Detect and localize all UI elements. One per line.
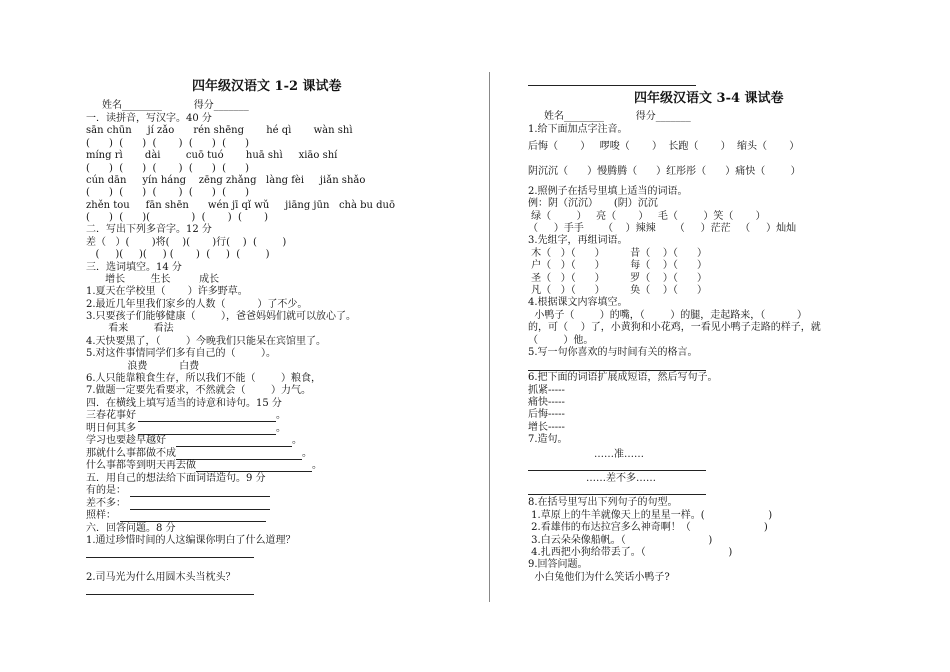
poem-line-2: 明日何其多	[86, 423, 136, 434]
pinyin-row-4: zhěn tou fān shēn wén jī qǐ wǔ jiāng jūn chà bu duō	[86, 200, 396, 211]
example-line: 例：阴（沉沉） (阴）沉沉	[528, 198, 658, 209]
sentence-word-3: 照样：	[86, 510, 116, 521]
section-1-heading: 一．读拼音，写汉字。40 分	[86, 113, 212, 124]
section-4-heading: 4.根据课文内容填空。	[528, 297, 628, 308]
section-3-heading: 三．选词填空。14 分	[86, 262, 182, 273]
poem-line-5: 什么事都等到明天再去做	[86, 460, 196, 471]
word-choices-3: 浪费 白费	[86, 361, 200, 372]
poem-end-2: 。	[276, 423, 286, 434]
paper-title: 四年级汉语文 1-2 课试卷	[192, 79, 342, 94]
top-rule	[528, 85, 696, 86]
make-sentence-2: ……差不多……	[586, 473, 656, 484]
section-5-heading: 五．用自己的想法给下面词语造句。9 分	[86, 473, 266, 484]
sentence-word-1: 有的是：	[86, 485, 126, 496]
make-sentence-1: ……准……	[594, 449, 644, 460]
name-score-line: 姓名________ 得分_______	[544, 111, 691, 122]
fill-question-6: 6.人只能靠粮食生存，所以我们不能（ ）粮食，	[86, 373, 321, 384]
passage-fill-1: 小鸭子（ ）的嘴，（ ）的腿，走起路来，（ ）	[528, 310, 808, 321]
fill-question-3: 3.只要孩子们能够健康（ ），爸爸妈妈们就可以放心了。	[86, 311, 356, 322]
fill-question-2: 2.最近几年里我们家乡的人数（ ）了不少。	[86, 299, 308, 310]
answer-blank-1	[86, 557, 254, 558]
poem-end-5: 。	[312, 460, 322, 471]
motto-blank	[528, 370, 706, 371]
answer-question-2: 2.司马光为什么用圆木头当枕头？	[86, 572, 236, 583]
blank-row-1: ( ) ( ) ( ) ( ) ( )	[86, 138, 249, 149]
sentence-blank-3	[120, 521, 266, 522]
section-1-heading: 1.给下面加点字注音。	[528, 124, 628, 135]
char-row-2: 户（ ）（ ） 每（ ）（ ）	[528, 260, 708, 271]
section-7-heading: 7.造句。	[528, 434, 568, 445]
section-2-heading: 2.照例子在括号里填上适当的词语。	[528, 186, 688, 197]
polyphone-row-1: 差（ ）( )将( )( )行( ) ( )	[86, 237, 287, 248]
passage-fill-3: （ ）他。	[528, 335, 594, 346]
fill-question-5: 5.对这件事情同学们多有自己的（ ）。	[86, 348, 276, 359]
section-9-heading: 9.回答问题。	[528, 559, 588, 570]
sentence-blank-2	[130, 509, 270, 510]
char-row-3: 圣（ ）（ ） 罗（ ）（ ）	[528, 273, 708, 284]
word-choices-2: 看来 看法	[86, 323, 174, 334]
poem-line-1: 三春花事好	[86, 410, 136, 421]
polyphone-row-2: ( )( )( ) ( ) ( ) ( )	[86, 249, 270, 260]
poem-line-3: 学习也要趁早越好	[86, 435, 166, 446]
paper-title: 四年级汉语文 3-4 课试卷	[634, 91, 784, 106]
section-8-heading: 8.在括号里写出下列句子的句型。	[528, 497, 678, 508]
sentence-word-2: 差不多：	[86, 498, 126, 509]
name-score-line: 姓名________ 得分_______	[102, 100, 249, 111]
expand-word-4: 增长-----	[528, 422, 565, 433]
sentence-type-3: 3.白云朵朵像船帆。（ )	[528, 535, 713, 546]
expand-word-2: 痛快-----	[528, 397, 565, 408]
expand-word-1: 抓紧-----	[528, 385, 565, 396]
sentence-type-1: 1.草原上的牛羊就像天上的星星一样。( )	[528, 510, 773, 521]
poem-line-4: 那就什么事都做不成	[86, 448, 176, 459]
answer-blank-2	[86, 594, 254, 595]
poem-blank-5	[196, 471, 312, 472]
fill-question-1: 1.夏天在学校里（ ）许多野草。	[86, 286, 248, 297]
column-divider	[489, 72, 490, 602]
pinyin-row-1: sān chūn jí zǎo rén shēng hé qì wàn shì	[86, 125, 353, 136]
section-6-heading: 六．回答问题。8 分	[86, 523, 176, 534]
word-fill-row-1: 绿（ ） 亮（ ） 毛（ ）笑（ ）	[528, 211, 766, 222]
make-sentence-blank-2	[528, 494, 706, 495]
make-sentence-blank-1	[528, 470, 706, 471]
blank-row-2: ( ) ( ) ( ) ( ) ( )	[86, 163, 249, 174]
passage-fill-2: 的，可（ ）了，小黄狗和小花鸡，一看见小鸭子走路的样子，就	[528, 322, 821, 333]
phonetic-row-2: 阴沉沉（ ）慢腾腾（ ）红彤彤（ ）痛快（ ）	[528, 166, 801, 177]
char-row-1: 木（ ）（ ） 昔（ ）（ ）	[528, 248, 708, 259]
section-6-heading: 6.把下面的词语扩展成短语，然后写句子。	[528, 372, 718, 383]
poem-blank-1	[138, 421, 276, 422]
sentence-type-2: 2.看雄伟的布达拉宫多么神奇啊！（ )	[528, 522, 768, 533]
phonetic-row-1: 后悔（ ） 啰唆（ ） 长跑（ ） 缩头（ ）	[528, 141, 800, 152]
poem-end-3: 。	[292, 435, 302, 446]
word-choices-1: 增长 生长 成长	[86, 274, 220, 285]
blank-row-3: ( ) ( ) ( ) ( ) ( )	[86, 187, 249, 198]
pinyin-row-3: cún dān yín háng zēng zhǎng làng fèi jiǎn shǎo	[86, 175, 366, 186]
fill-question-7: 7.做题一定要先看要求，不然就会（ ）力气。	[86, 385, 311, 396]
section-4-heading: 四．在横线上填写适当的诗意和诗句。15 分	[86, 398, 282, 409]
sentence-blank-1	[130, 496, 270, 497]
answer-question-1: 1.通过珍惜时间的人这编课你明白了什么道理？	[86, 535, 296, 546]
fill-question-4: 4.天快要黑了，（ ）今晚我们只能呆在宾馆里了。	[86, 336, 326, 347]
pinyin-row-2: míng rì dài cuō tuó huā shì xiāo shí	[86, 150, 338, 161]
char-row-4: 凡（ ）（ ） 奂（ ）（ ）	[528, 285, 708, 296]
section-3-heading: 3.先组字，再组词语。	[528, 235, 628, 246]
word-fill-row-2: （ ）手手 （ ）辣辣 （ ）茫茫 （ ）灿灿	[528, 223, 797, 234]
section-2-heading: 二．写出下列多音字。12 分	[86, 224, 212, 235]
poem-end-4: 。	[302, 448, 312, 459]
expand-word-3: 后悔-----	[528, 409, 565, 420]
answer-question: 小白兔他们为什么笑话小鸭子?	[528, 572, 670, 583]
poem-blank-3	[176, 446, 292, 447]
sentence-type-4: 4.扎西把小狗给带丢了。（ )	[528, 547, 733, 558]
blank-row-4: ( ) ( )( ) ( ) ( )	[86, 212, 269, 223]
poem-end-1: 。	[276, 410, 286, 421]
section-5-heading: 5.写一句你喜欢的与时间有关的格言。	[528, 347, 698, 358]
